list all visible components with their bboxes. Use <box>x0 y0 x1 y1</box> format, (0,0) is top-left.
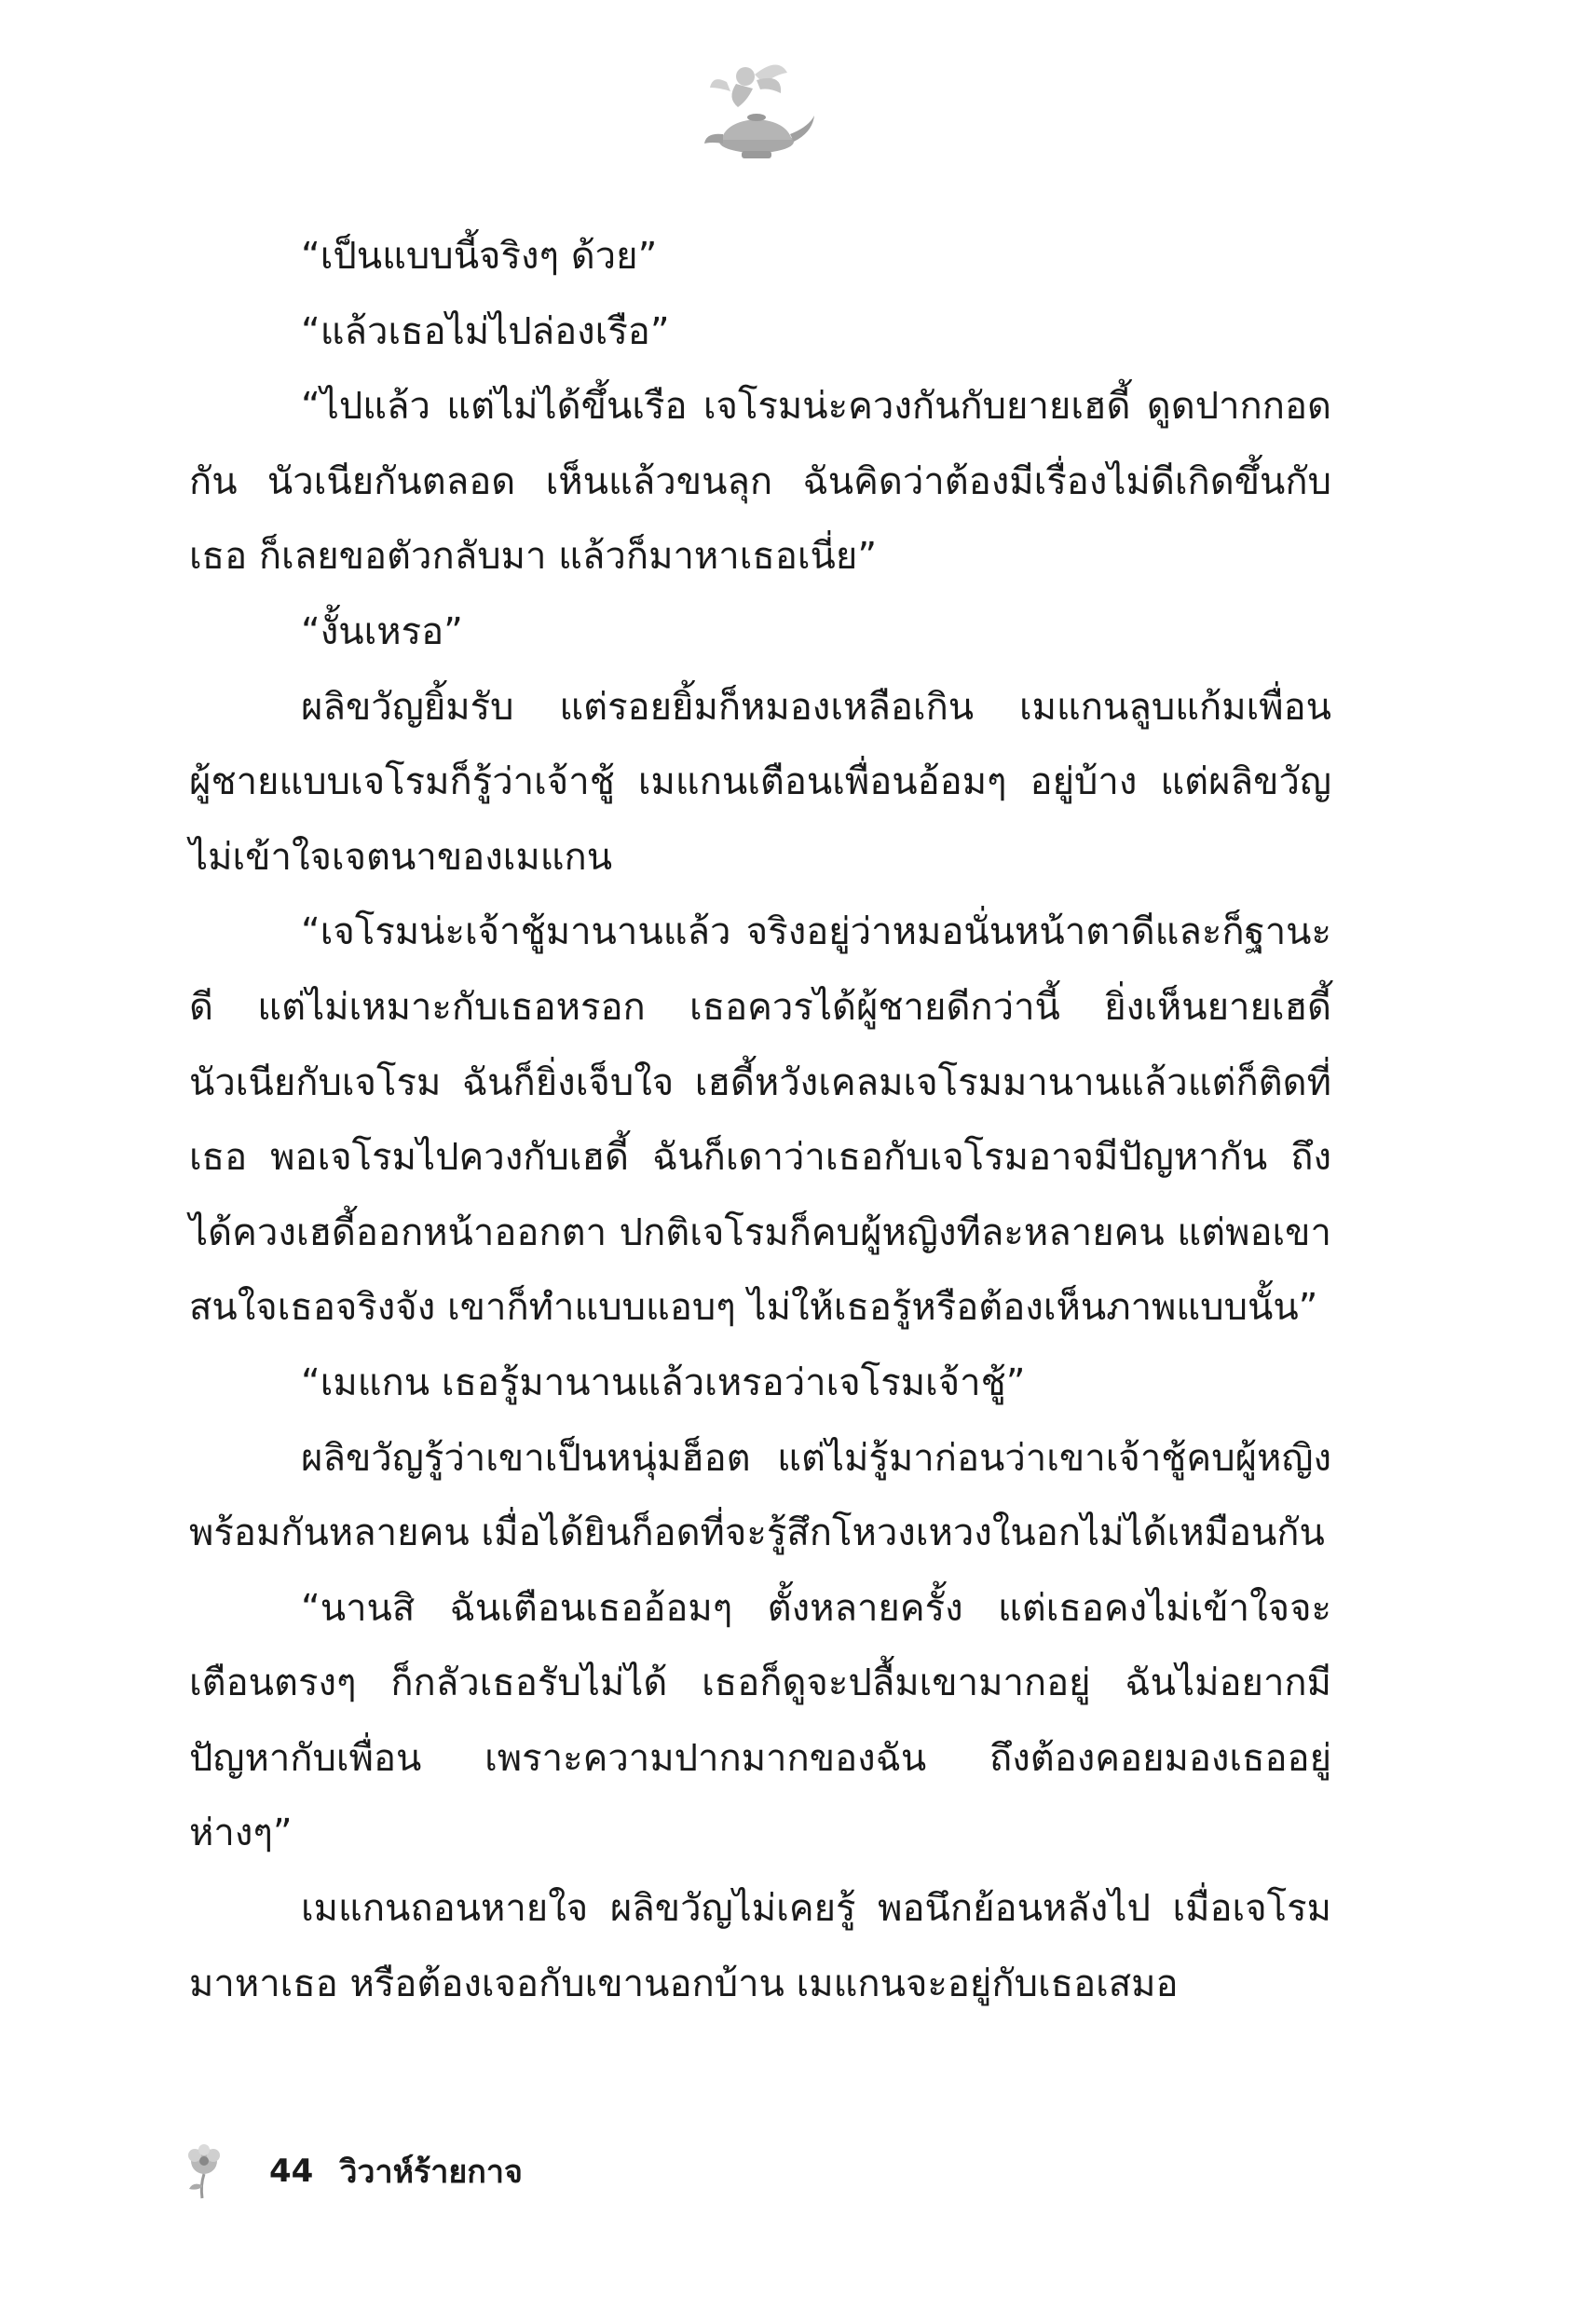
flower-ornament-icon <box>182 2142 226 2200</box>
paragraph: “นานสิ ฉันเตือนเธออ้อมๆ ตั้งหลายครั้ง แต่เธอคงไม่เข้าใจจะเตือนตรงๆ ก็กลัวเธอรับไม่ได้ เธอก็ดูจะปลื้มเขามากอยู่ ฉันไม่อยากมีปัญหากับเพื่อน เพราะความปากมากของฉัน ถึงต้องคอยมองเธออยู่ห่างๆ” <box>189 1586 1331 1855</box>
paragraph: “งั้นเหรอ” <box>301 609 463 653</box>
paragraph: “เมแกน เธอรู้มานานแล้วเหรอว่าเจโรมเจ้าชู้” <box>301 1361 1026 1404</box>
page-number: 44 <box>269 2153 314 2190</box>
paragraph: ผลิขวัญรู้ว่าเขาเป็นหนุ่มฮ็อต แต่ไม่รู้มาก่อนว่าเขาเจ้าชู้คบผู้หญิงพร้อมกันหลายคน เมื่อได้ยินก็อดที่จะรู้สึกโหวงเหวงในอกไม่ได้เหมือนกัน <box>189 1436 1331 1555</box>
page-body <box>189 219 1331 2021</box>
page-footer <box>182 2139 523 2204</box>
paragraph: เมแกนถอนหายใจ ผลิขวัญไม่เคยรู้ พอนึกย้อนหลังไป เมื่อเจโรมมาหาเธอ หรือต้องเจอกับเขานอกบ้าน เมแกนจะอยู่กับเธอเสมอ <box>189 1887 1331 2005</box>
paragraph: “แล้วเธอไม่ไปล่องเรือ” <box>301 309 670 353</box>
cupid-teapot-ornament-icon <box>689 56 820 168</box>
paragraph: “เจโรมน่ะเจ้าชู้มานานแล้ว จริงอยู่ว่าหมอนั่นหน้าตาดีและก็ฐานะดี แต่ไม่เหมาะกับเธอหรอก เธอควรได้ผู้ชายดีกว่านี้ ยิ่งเห็นยายเฮดี้นัวเนียกับเจโรม ฉันก็ยิ่งเจ็บใจ เฮดี้หวังเคลมเจโรมมานานแล้วแต่ก็ติดที่เธอ พอเจโรมไปควงกับเฮดี้ ฉันก็เดาว่าเธอกับเจโรมอาจมีปัญหากัน ถึงได้ควงเฮดี้ออกหน้าออกตา ปกติเจโรมก็คบผู้หญิงทีละหลายคน แต่พอเขาสนใจเธอจริงจัง เขาก็ทำแบบแอบๆ ไม่ให้เธอรู้หรือต้องเห็นภาพแบบนั้น” <box>189 910 1331 1330</box>
paragraph: ผลิขวัญยิ้มรับ แต่รอยยิ้มก็หมองเหลือเกิน เมแกนลูบแก้มเพื่อนผู้ชายแบบเจโรมก็รู้ว่าเจ้าชู้ เมแกนเตือนเพื่อนอ้อมๆ อยู่บ้าง แต่ผลิขวัญไม่เข้าใจเจตนาของเมแกน <box>189 685 1331 879</box>
paragraph: “เป็นแบบนี้จริงๆ ด้วย” <box>301 235 658 278</box>
paragraph: “ไปแล้ว แต่ไม่ได้ขึ้นเรือ เจโรมน่ะควงกันกับยายเฮดี้ ดูดปากกอดกัน นัวเนียกันตลอด เห็นแล้วขนลุก ฉันคิดว่าต้องมีเรื่องไม่ดีเกิดขึ้นกับเธอ ก็เลยขอตัวกลับมา แล้วก็มาหาเธอเนี่ย” <box>189 385 1331 579</box>
book-title: วิวาห์ร้ายกาจ <box>339 2154 523 2191</box>
